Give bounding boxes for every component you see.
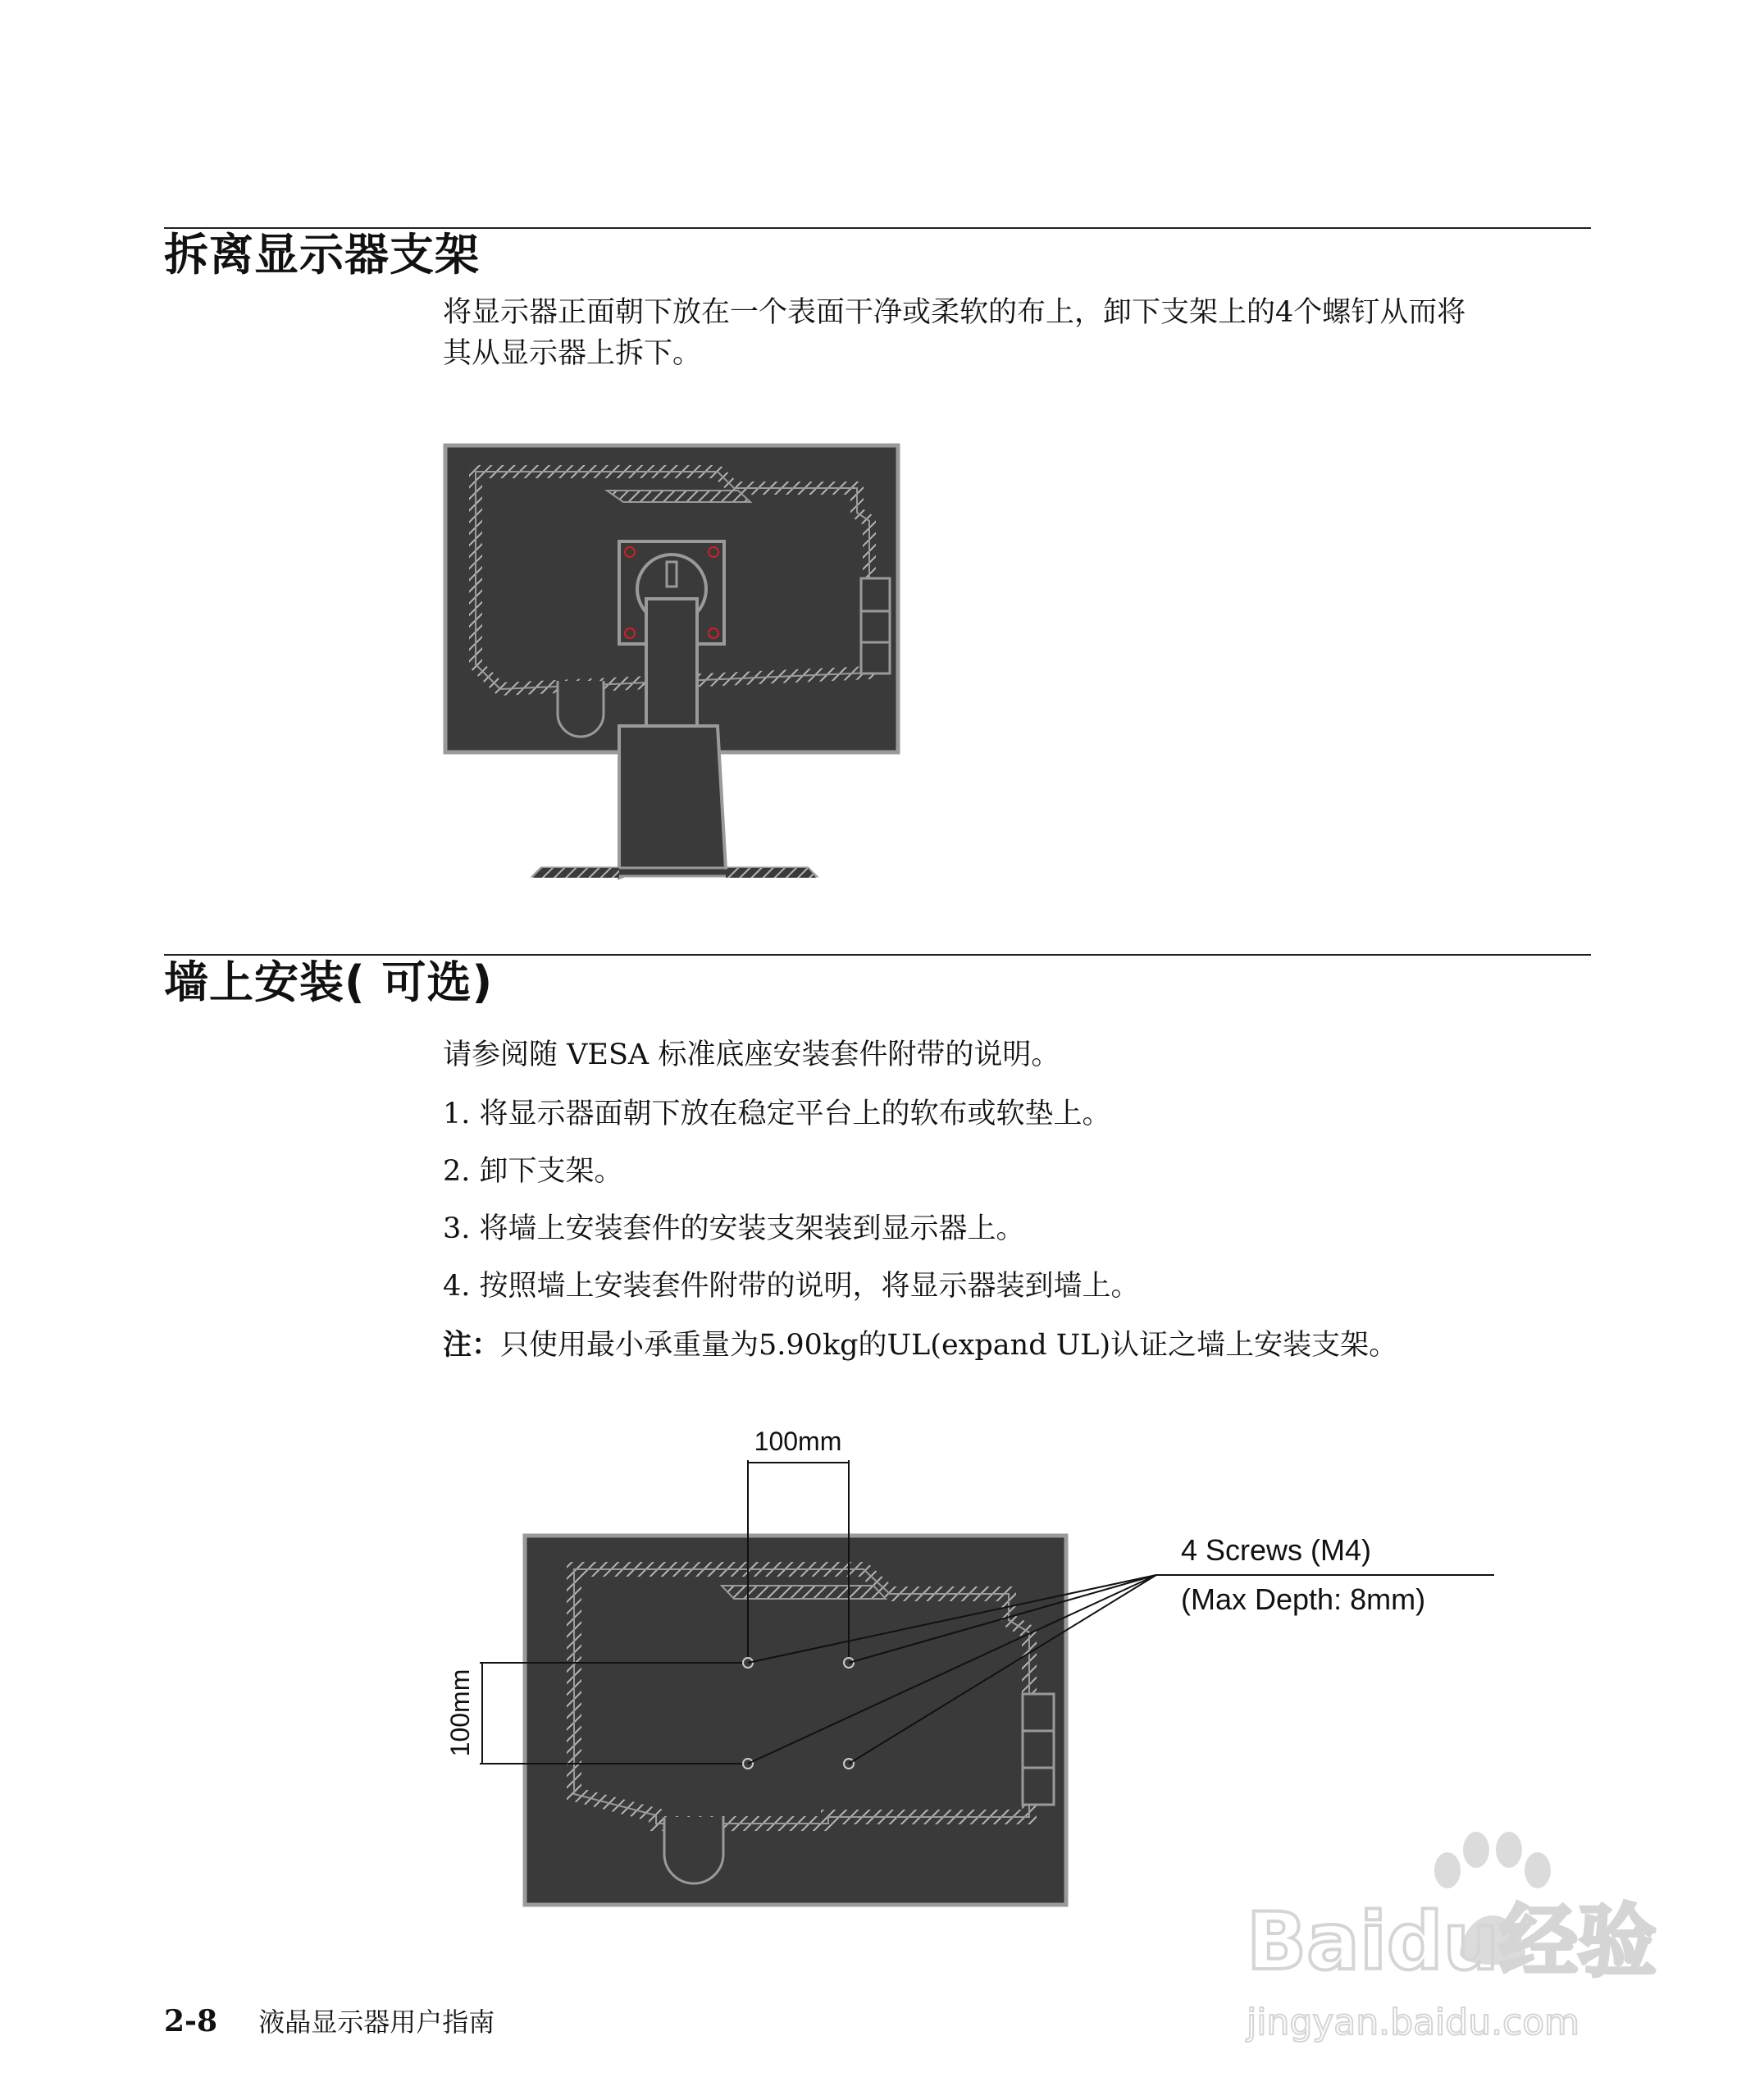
top-dimension-label: 100mm	[754, 1427, 842, 1456]
page-number: 2-8	[164, 2004, 218, 2038]
screw-spec-label: 4 Screws (M4)	[1181, 1533, 1372, 1567]
max-depth-label: (Max Depth: 8mm)	[1181, 1582, 1426, 1616]
detach-instructions	[443, 292, 1591, 374]
baidu-jingyan-watermark-logo	[1238, 1805, 1665, 2059]
wall-mount-step-4: 4. 按照墙上安装套件附带的说明，将显示器装到墙上。	[443, 1270, 1140, 1303]
section-title-detach-stand: 拆离显示器支架	[164, 229, 480, 281]
wall-mount-step-1: 1. 将显示器面朝下放在稳定平台上的软布或软垫上。	[443, 1098, 1111, 1130]
note-label: 注：	[443, 1328, 501, 1362]
wall-mount-step-3: 3. 将墙上安装套件的安装支架装到显示器上。	[443, 1212, 1025, 1245]
wall-mount-note	[443, 1322, 1397, 1363]
wall-mount-intro: 请参阅随 VESA 标准底座安装套件附带的说明。	[443, 1039, 1060, 1071]
detach-instructions-line1: 将显示器正面朝下放在一个表面干净或柔软的布上，卸下支架上的4个螺钉从而将	[443, 296, 1466, 329]
wall-mount-step-2: 2. 卸下支架。	[443, 1155, 623, 1188]
detach-instructions-line2: 其从显示器上拆下。	[443, 337, 702, 370]
side-dimension-label: 100mm	[445, 1669, 475, 1757]
note-text: 只使用最小承重量为5.90kg的UL(expand UL)认证之墙上安装支架。	[500, 1329, 1398, 1362]
watermark-url: jingyan.baidu.com	[1247, 2002, 1580, 2043]
monitor-back-with-stand-figure	[443, 443, 902, 886]
watermark-brand: Baidu经验	[1247, 1896, 1657, 1988]
page-footer	[164, 2002, 495, 2039]
guide-title: 液晶显示器用户指南	[258, 2006, 495, 2038]
section-title-wall-mount: 墙上安装( 可选)	[164, 956, 494, 1008]
